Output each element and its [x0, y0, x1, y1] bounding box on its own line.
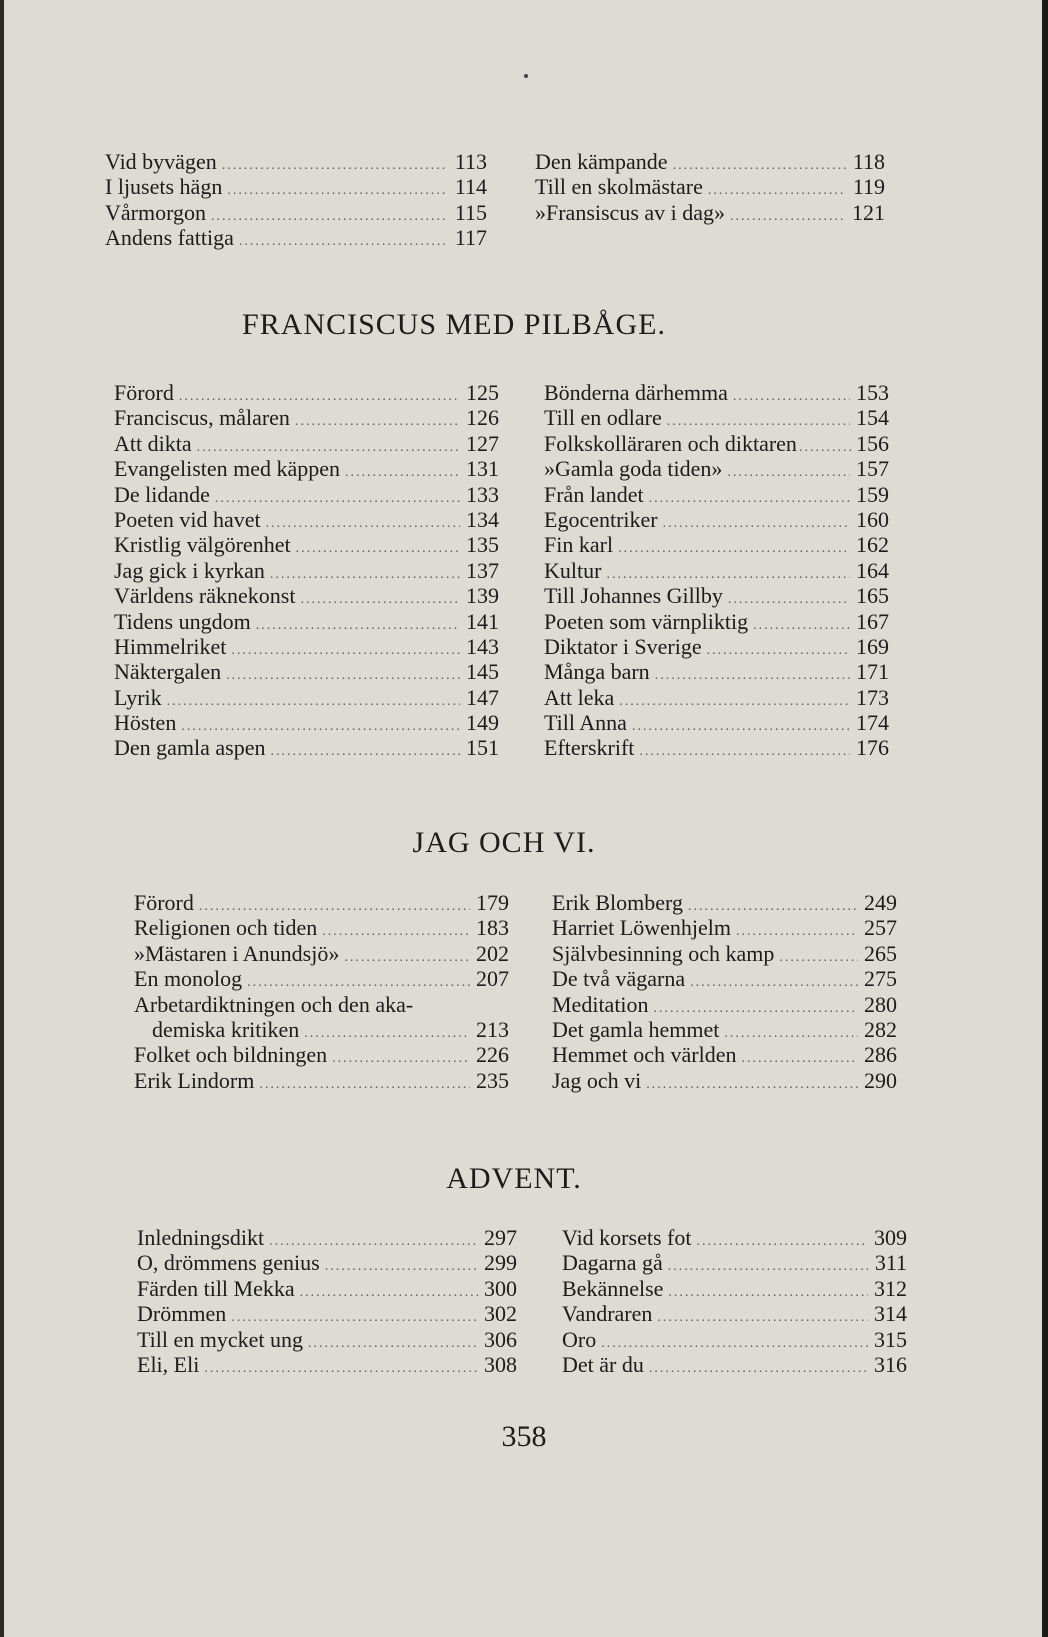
toc-entry [535, 149, 885, 174]
toc-entry [134, 1068, 509, 1093]
toc-entry-page: 183 [476, 915, 509, 941]
toc-entry-title: I ljusets hägn [105, 174, 223, 200]
toc-leader [325, 1254, 478, 1279]
toc-leader [742, 1046, 859, 1071]
toc-entry-title: Diktator i Sverige [544, 633, 702, 659]
toc-entry-title: Vid korsets fot [562, 1225, 692, 1250]
toc-leader [618, 536, 850, 561]
toc-entry-title: Den gamla aspen [114, 735, 266, 761]
toc-entry [134, 941, 509, 966]
toc-leader [779, 945, 858, 970]
toc-entry-title: Hemmet och världen [552, 1042, 737, 1068]
section-heading: FRANCISCUS MED PILBÅGE. [242, 308, 666, 341]
toc-entry-page: 121 [852, 199, 885, 225]
toc-entry-page: 176 [856, 735, 889, 761]
toc-leader [226, 663, 460, 688]
toc-entry-page: 160 [856, 506, 889, 532]
toc-entry [562, 1225, 907, 1250]
toc-entry-title: Självbesinning och kamp [552, 940, 775, 966]
toc-entry-page: 311 [874, 1250, 907, 1276]
toc-entry-title: Kristlig välgörenhet [114, 532, 291, 558]
toc-entry-page: 164 [856, 557, 889, 583]
toc-column-right [544, 380, 889, 761]
toc-entry-title: Bekännelse [562, 1275, 664, 1301]
toc-entry [535, 174, 885, 199]
toc-entry-page: 275 [864, 966, 897, 992]
toc-entry-title: Till Anna [544, 710, 627, 736]
toc-leader [270, 562, 460, 587]
toc-entry [137, 1276, 517, 1301]
toc-entry-page: 173 [856, 684, 889, 710]
toc-entry-page: 139 [466, 583, 499, 609]
toc-entry [535, 200, 885, 225]
toc-entry-title: Himmelriket [114, 633, 227, 659]
toc-entry-title: Drömmen [137, 1301, 227, 1327]
toc-leader [332, 1046, 470, 1071]
toc-entry-page: 135 [466, 532, 499, 558]
section-heading: ADVENT. [446, 1162, 582, 1195]
toc-entry [544, 583, 889, 608]
toc-entry [552, 915, 897, 940]
toc-entry-title: Franciscus, målaren [114, 405, 290, 431]
toc-entry [137, 1352, 517, 1377]
toc-entry-title: Lyrik [114, 684, 162, 710]
toc-entry-page: 179 [476, 890, 509, 915]
toc-leader [231, 638, 460, 663]
toc-entry-page: 134 [466, 506, 499, 532]
toc-leader [304, 1021, 470, 1046]
toc-leader [730, 204, 846, 229]
toc-leader [619, 689, 850, 714]
toc-entry-page: 141 [466, 608, 499, 634]
toc-entry [134, 966, 509, 991]
toc-entry-page: 265 [864, 940, 897, 966]
toc-entry [114, 405, 499, 430]
toc-entry-title: Till en odlare [544, 405, 662, 431]
book-page [4, 0, 1044, 1637]
toc-entry [114, 735, 499, 760]
toc-entry [105, 225, 487, 250]
toc-entry-title: Bönderna därhemma [544, 380, 728, 405]
toc-section-block [114, 380, 889, 770]
toc-leader [649, 1356, 868, 1381]
toc-entry-page: 113 [454, 149, 487, 174]
toc-entry-title: Näktergalen [114, 659, 222, 685]
toc-entry [544, 634, 889, 659]
toc-column-right [552, 890, 897, 1093]
toc-entry [544, 685, 889, 710]
toc-entry-page: 114 [454, 174, 487, 200]
toc-leader [344, 945, 470, 970]
toc-entry [134, 890, 509, 915]
toc-leader [308, 1331, 478, 1356]
toc-entry [544, 659, 889, 684]
toc-entry [114, 659, 499, 684]
toc-entry [552, 941, 897, 966]
toc-section-block [134, 890, 934, 1100]
toc-entry-title: Egocentriker [544, 506, 658, 532]
page-speck [524, 74, 528, 78]
toc-entry-page: 147 [466, 684, 499, 710]
toc-entry-page: 126 [466, 405, 499, 431]
toc-entry-title: Vårmorgon [105, 199, 207, 225]
toc-entry-title: Att dikta [114, 430, 192, 456]
toc-entry-title: Fin karl [544, 532, 614, 558]
toc-entry-title: Tidens ungdom [114, 608, 251, 634]
page-number: 358 [501, 1420, 547, 1453]
toc-entry-title: Från landet [544, 481, 644, 507]
toc-leader [345, 460, 460, 485]
toc-entry [562, 1327, 907, 1352]
toc-entry [114, 482, 499, 507]
toc-leader [733, 384, 850, 409]
toc-entry-title: De två vägarna [552, 966, 686, 992]
toc-entry-title: Att leka [544, 684, 615, 710]
toc-entry [552, 966, 897, 991]
toc-entry-title: Förord [114, 380, 174, 405]
toc-leader [696, 1229, 868, 1254]
toc-entry [552, 1068, 897, 1093]
toc-entry-title: Poeten vid havet [114, 506, 261, 532]
toc-entry-page: 282 [864, 1016, 897, 1042]
toc-entry-page: 171 [856, 659, 889, 685]
toc-entry [552, 992, 897, 1017]
toc-entry-title: Poeten som värnpliktig [544, 608, 749, 634]
toc-entry [137, 1225, 517, 1250]
toc-entry [114, 609, 499, 634]
toc-entry-title: O, drömmens genius [137, 1250, 320, 1276]
toc-entry-page: 118 [852, 149, 885, 174]
toc-entry [544, 507, 889, 532]
toc-entry-page: 235 [476, 1067, 509, 1093]
toc-leader [646, 1072, 858, 1097]
toc-entry-page: 207 [476, 966, 509, 992]
toc-entry [544, 405, 889, 430]
toc-entry-page: 153 [856, 380, 889, 405]
toc-entry [114, 710, 499, 735]
toc-entry-title: En monolog [134, 966, 243, 992]
toc-leader [753, 613, 850, 638]
toc-entry [114, 532, 499, 557]
toc-entry [544, 482, 889, 507]
toc-entry [544, 532, 889, 557]
toc-entry [137, 1250, 517, 1275]
toc-entry [114, 507, 499, 532]
toc-leader [639, 739, 850, 764]
toc-leader [271, 739, 461, 764]
toc-leader [668, 1254, 868, 1279]
scan-edge [1042, 0, 1048, 1637]
toc-entry [562, 1301, 907, 1326]
toc-entry-page: 202 [476, 940, 509, 966]
toc-entry-page: 290 [864, 1067, 897, 1093]
toc-leader [322, 919, 470, 944]
toc-entry-title: Vandraren [562, 1301, 653, 1327]
toc-leader [239, 229, 448, 254]
toc-entry-page: 299 [484, 1250, 517, 1276]
toc-entry-title: Många barn [544, 659, 650, 685]
toc-entry-page: 169 [856, 633, 889, 659]
toc-entry-page: 316 [874, 1351, 907, 1377]
toc-entry [114, 685, 499, 710]
toc-entry-page: 154 [856, 405, 889, 431]
toc-leader [690, 970, 858, 995]
toc-entry-page: 286 [864, 1042, 897, 1068]
toc-entry-page: 145 [466, 659, 499, 685]
toc-leader [256, 613, 460, 638]
toc-entry [562, 1352, 907, 1377]
toc-leader [296, 536, 460, 561]
toc-entry-title: Det är du [562, 1351, 644, 1377]
toc-entry-title: Inledningsdikt [137, 1225, 265, 1250]
toc-entry [552, 890, 897, 915]
toc-entry [105, 149, 487, 174]
toc-entry-title: »Mästaren i Anundsjö» [134, 940, 340, 966]
toc-leader [227, 178, 448, 203]
toc-entry [562, 1250, 907, 1275]
toc-entry-title: Andens fattiga [105, 225, 234, 251]
toc-entry [134, 1042, 509, 1067]
toc-entry [544, 431, 889, 456]
toc-entry-title: Religionen och tiden [134, 915, 318, 941]
toc-entry-title: Eli, Eli [137, 1351, 200, 1377]
toc-entry [114, 634, 499, 659]
toc-entry-page: 117 [454, 225, 487, 251]
toc-leader [300, 1280, 478, 1305]
toc-entry-title: Erik Lindorm [134, 1067, 255, 1093]
toc-leader [632, 714, 850, 739]
toc-entry [114, 558, 499, 583]
toc-leader [707, 638, 850, 663]
toc-entry [544, 380, 889, 405]
toc-entry [114, 583, 499, 608]
toc-leader [204, 1356, 478, 1381]
toc-entry-title: Den kämpande [535, 149, 668, 174]
toc-column-left [105, 149, 487, 251]
section-heading: JAG OCH VI. [412, 826, 596, 859]
toc-column-right [562, 1225, 907, 1377]
toc-entry-title: Vid byvägen [105, 149, 217, 174]
toc-entry [134, 1017, 509, 1042]
toc-leader [663, 511, 850, 536]
toc-entry-title: Färden till Mekka [137, 1275, 295, 1301]
toc-entry-title: Efterskrift [544, 735, 635, 761]
toc-entry [134, 915, 509, 940]
toc-entry-title: Till en mycket ung [137, 1326, 304, 1352]
toc-leader [211, 204, 448, 229]
toc-entry-title: Oro [562, 1326, 597, 1352]
toc-entry [114, 456, 499, 481]
toc-leader [300, 587, 460, 612]
toc-entry-page: 159 [856, 481, 889, 507]
toc-column-left [137, 1225, 517, 1377]
toc-entry [552, 1042, 897, 1067]
toc-entry-page: 131 [466, 456, 499, 482]
toc-entry-page: 249 [864, 890, 897, 915]
toc-entry [544, 558, 889, 583]
toc-entry [544, 710, 889, 735]
toc-entry-page: 315 [874, 1326, 907, 1352]
toc-entry-page: 162 [856, 532, 889, 558]
toc-entry-title: Dagarna gå [562, 1250, 663, 1276]
toc-leader [167, 689, 460, 714]
toc-entry-page: 302 [484, 1301, 517, 1327]
toc-entry-page: 115 [454, 199, 487, 225]
toc-entry-title: Evangelisten med käppen [114, 456, 341, 482]
toc-entry-title: »Gamla goda tiden» [544, 456, 723, 482]
toc-entry-page: 226 [476, 1042, 509, 1068]
toc-entry-page: 125 [466, 380, 499, 405]
toc-entry-title: Det gamla hemmet [552, 1016, 720, 1042]
toc-entry-page: 133 [466, 481, 499, 507]
toc-entry [552, 1017, 897, 1042]
toc-entry-page: 167 [856, 608, 889, 634]
toc-entry-page: 308 [484, 1351, 517, 1377]
toc-entry-title: Världens räknekonst [114, 583, 296, 609]
toc-entry [544, 609, 889, 634]
toc-entry-title: Erik Blomberg [552, 890, 683, 915]
toc-entry [137, 1327, 517, 1352]
toc-entry-title: Jag och vi [552, 1067, 642, 1093]
toc-entry-title: Jag gick i kyrkan [114, 557, 265, 583]
toc-entry-title: Hösten [114, 710, 177, 736]
toc-leader [222, 153, 448, 178]
toc-entry-page: 300 [484, 1275, 517, 1301]
toc-entry-page: 309 [874, 1225, 907, 1250]
toc-entry-title: Kultur [544, 557, 602, 583]
toc-column-left [114, 380, 499, 761]
toc-entry [114, 380, 499, 405]
toc-leader [799, 435, 853, 460]
toc-entry-page: 312 [874, 1275, 907, 1301]
toc-entry-page: 127 [466, 430, 499, 456]
toc-entry-title: Folkskolläraren och diktaren [544, 430, 797, 456]
toc-entry-title: Förord [134, 890, 194, 915]
toc-entry-page: 156 [856, 430, 889, 456]
toc-entry-page: 257 [864, 915, 897, 941]
toc-entry-page: 174 [856, 710, 889, 736]
toc-entry-page: 119 [852, 174, 885, 200]
toc-entry-page: 149 [466, 710, 499, 736]
toc-leader [727, 460, 850, 485]
toc-entry [137, 1301, 517, 1326]
toc-entry-title: Folket och bildningen [134, 1042, 328, 1068]
toc-leader [649, 486, 850, 511]
toc-entry-page: 137 [466, 557, 499, 583]
toc-leader [266, 511, 460, 536]
toc-leader [295, 409, 460, 434]
toc-entry [562, 1276, 907, 1301]
toc-leader [259, 1072, 470, 1097]
toc-column-right [535, 149, 885, 225]
toc-entry-page: 157 [856, 456, 889, 482]
toc-leader [708, 178, 846, 203]
toc-leader [724, 1021, 858, 1046]
toc-entry-title: Till en skolmästare [535, 174, 703, 200]
toc-entry-page: 151 [466, 735, 499, 761]
toc-entry-page: 314 [874, 1301, 907, 1327]
toc-entry-page: 306 [484, 1326, 517, 1352]
toc-entry-title: Meditation [552, 991, 649, 1017]
toc-entry-title: »Fransiscus av i dag» [535, 199, 726, 225]
toc-entry [544, 735, 889, 760]
toc-leader [657, 1305, 868, 1330]
toc-entry-title: De lidande [114, 481, 210, 507]
toc-entry-title: Harriet Löwenhjelm [552, 915, 731, 941]
toc-entry-title: Arbetardiktningen och den aka- [134, 991, 414, 1017]
toc-entry-page: 297 [484, 1225, 517, 1250]
toc-entry-page: 143 [466, 633, 499, 659]
toc-section-block [137, 1225, 937, 1385]
toc-leader [655, 663, 850, 688]
toc-column-left [134, 890, 509, 1093]
toc-entry-title: demiska kritiken [152, 1016, 300, 1042]
toc-leader [668, 1280, 868, 1305]
toc-entry-title: Till Johannes Gillby [544, 583, 723, 609]
toc-entry [114, 431, 499, 456]
toc-entry [544, 456, 889, 481]
toc-entry-page: 165 [856, 583, 889, 609]
toc-entry-page: 280 [864, 991, 897, 1017]
toc-entry [105, 200, 487, 225]
toc-entry [105, 174, 487, 199]
toc-intro-block [105, 149, 885, 259]
toc-entry-page: 213 [476, 1016, 509, 1042]
